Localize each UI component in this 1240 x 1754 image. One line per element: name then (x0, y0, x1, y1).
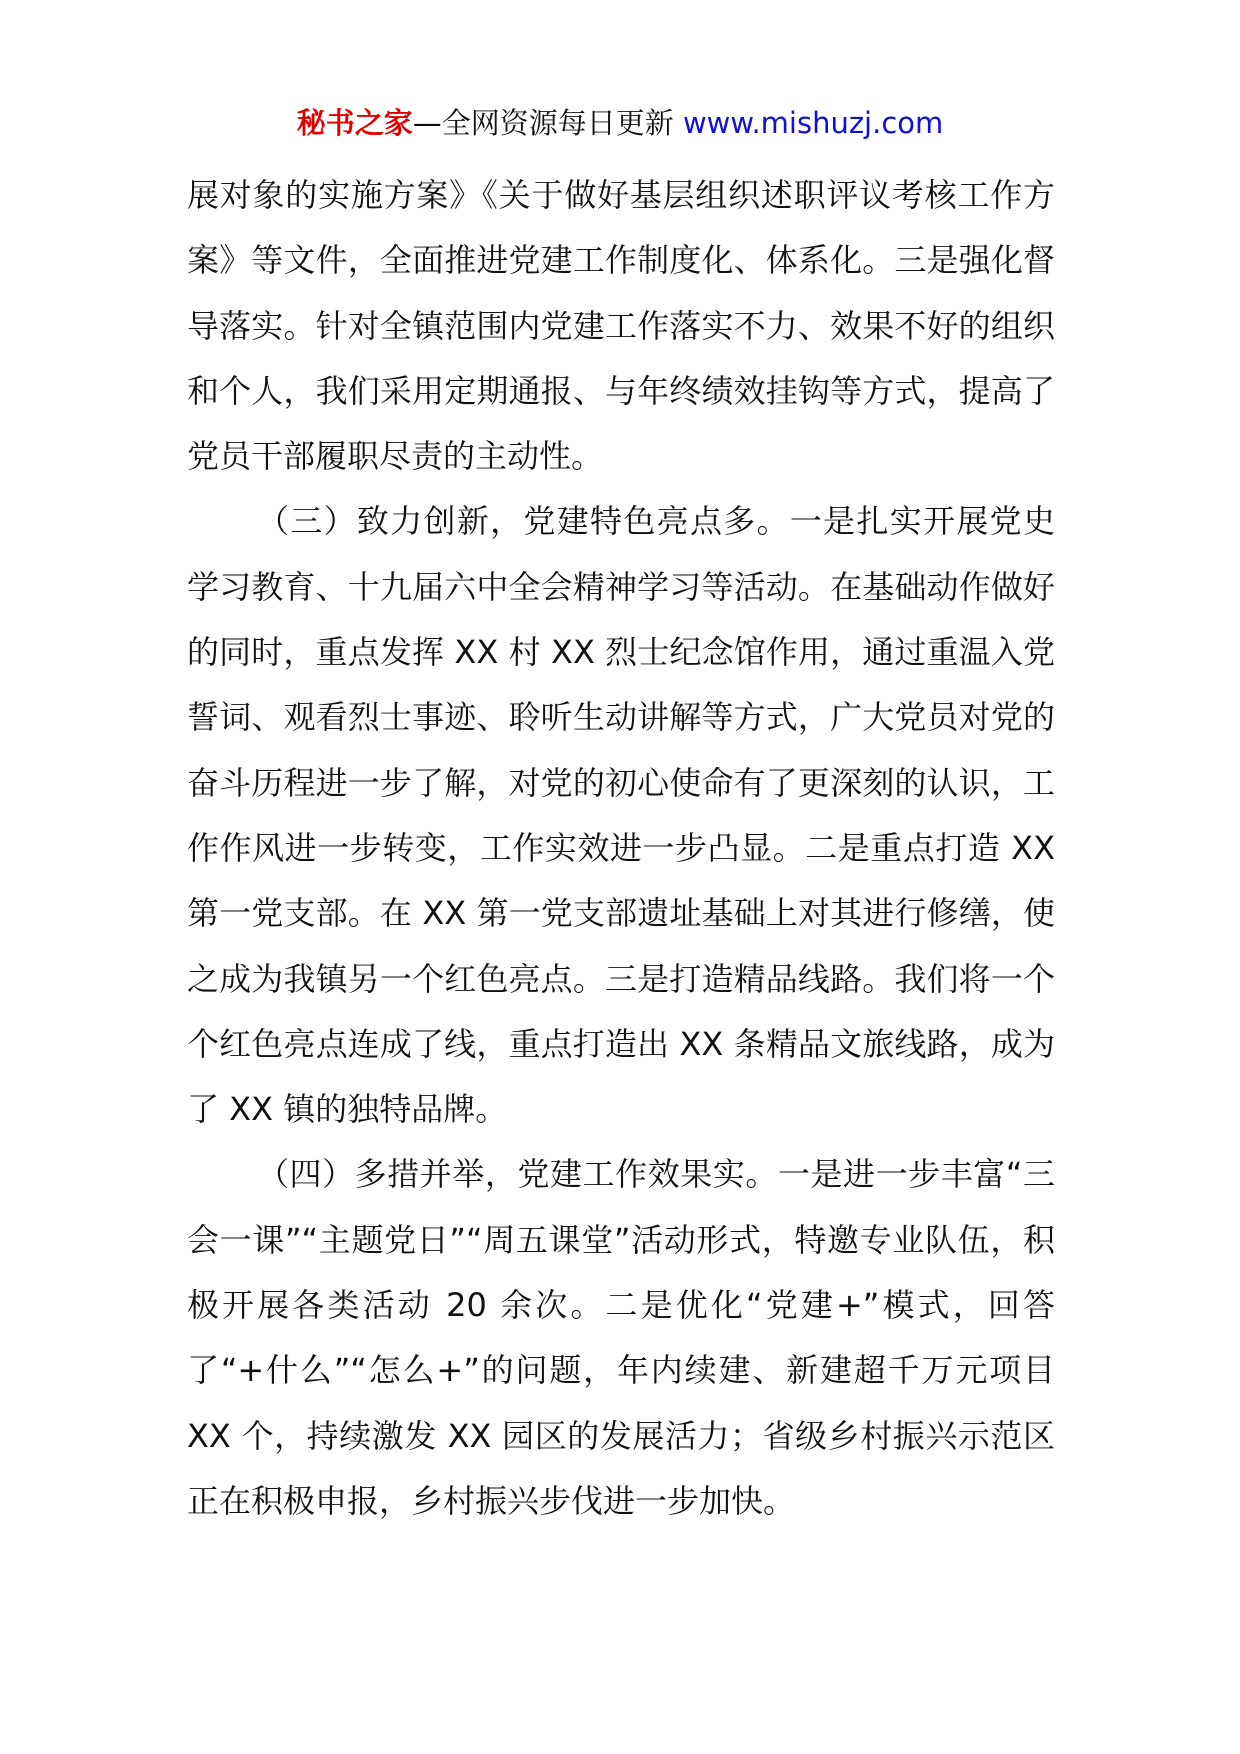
paragraph-2: （三）致力创新，党建特色亮点多。一是扎实开展党史学习教育、十九届六中全会精神学习等活动。在基础动作做好的同时，重点发挥 XX 村 XX 烈士纪念馆作用，通过重温入党誓词、观看烈士事迹、聆听生动讲解等方式，广大党员对党的奋斗历程进一步了解，对党的初心使命有了更深刻的认识，工作作风进一步转变，工作实效进一步凸显。二是重点打造 XX 第一党支部。在 XX 第一党支部遗址基础上对其进行修缮，使之成为我镇另一个红色亮点。三是打造精品线路。我们将一个个红色亮点连成了线，重点打造出 XX 条精品文旅线路，成为了 XX 镇的独特品牌。 (187, 502, 1055, 1129)
header-url-link[interactable]: www.mishuzj.com (682, 106, 944, 140)
header-brand: 秘书之家 (296, 106, 413, 140)
paragraph-1: 展对象的实施方案》《关于做好基层组织述职评议考核工作方案》等文件，全面推进党建工作制度化、体系化。三是强化督导落实。针对全镇范围内党建工作落实不力、效果不好的组织和个人，我们采用定期通报、与年终绩效挂钩等方式，提高了党员干部履职尽责的主动性。 (187, 176, 1055, 476)
page-header (0, 101, 1240, 145)
paragraph-3: （四）多措并举，党建工作效果实。一是进一步丰富“三会一课”“主题党日”“周五课堂”活动形式，特邀专业队伍，积极开展各类活动 20 余次。二是优化“党建+”模式，回答了“+什么”“怎么+”的问题，年内续建、新建超千万元项目 XX 个，持续激发 XX 园区的发展活力；省级乡村振兴示范区正在积极申报，乡村振兴步伐进一步加快。 (187, 1155, 1055, 1520)
document-body (187, 163, 1055, 1534)
header-tagline: —全网资源每日更新 (412, 106, 674, 140)
